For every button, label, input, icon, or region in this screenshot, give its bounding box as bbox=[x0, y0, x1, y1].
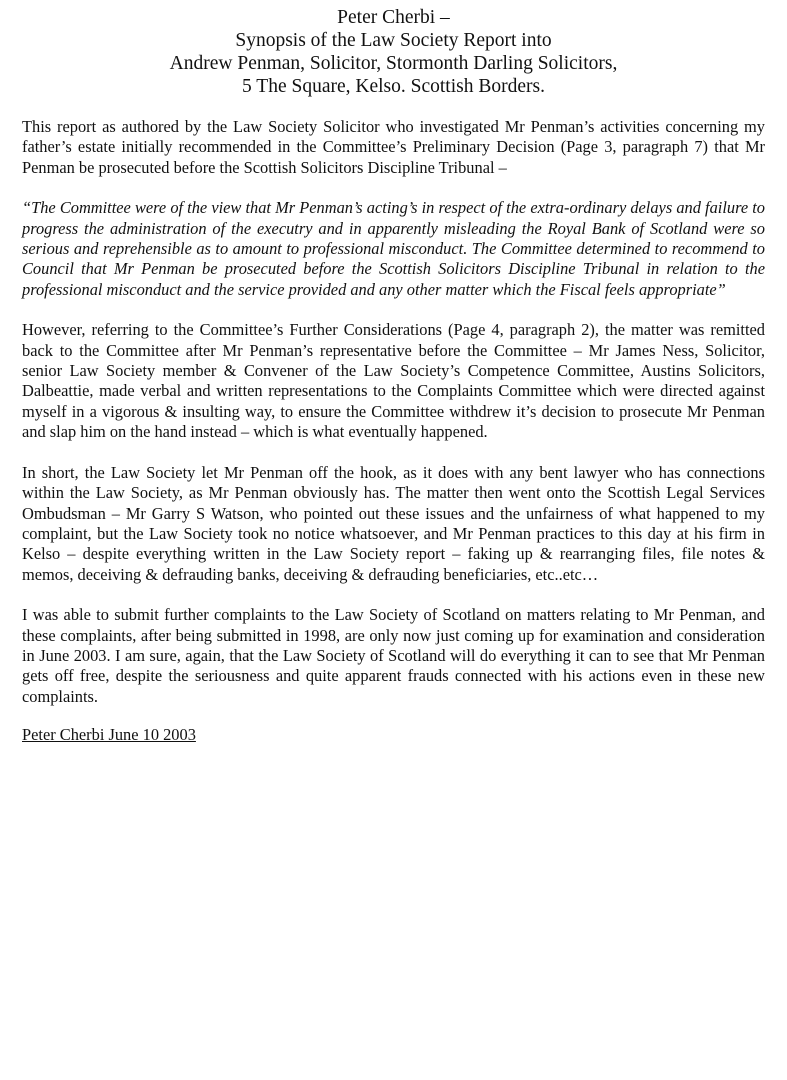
paragraph-committee-quote: “The Committee were of the view that Mr Penman’s acting’s in respect of the extra-ordinary delays and failure to progress the administration of the executry and in apparently misleading the Royal Bank of Scotland were so serious and reprehensible as to amount to professional misconduct. The Committee determined to recommend to Council that Mr Penman be prosecuted before the Scottish Solicitors Discipline Tribunal in relation to the professional misconduct and the service provided and any other matter which the Fiscal feels appropriate” bbox=[22, 198, 765, 299]
document-title bbox=[22, 6, 765, 98]
paragraph-further-considerations: However, referring to the Committee’s Further Considerations (Page 4, paragraph 2), the matter was remitted back to the Committee after Mr Penman’s representative before the Committee – Mr James Ness, Solicitor, senior Law Society member & Convener of the Law Society’s Competence Committee, Austins Solicitors, Dalbeattie, made verbal and written representations to the Complaints Committee which were directed against myself in a vigorous & insulting way, to ensure the Committee withdrew it’s decision to prosecute Mr Penman and slap him on the hand instead – which is what eventually happened. bbox=[22, 320, 765, 442]
paragraph-report-intro: This report as authored by the Law Society Solicitor who investigated Mr Penman’s activities concerning my father’s estate initially recommended in the Committee’s Preliminary Decision (Page 3, paragraph 7) that Mr Penman be prosecuted before the Scottish Solicitors Discipline Tribunal – bbox=[22, 117, 765, 177]
signature: Peter Cherbi June 10 2003 bbox=[22, 725, 196, 745]
title-line-subject: Andrew Penman, Solicitor, Stormonth Darling Solicitors, bbox=[169, 53, 618, 74]
title-line-author: Peter Cherbi – bbox=[337, 7, 450, 28]
paragraph-in-short: In short, the Law Society let Mr Penman off the hook, as it does with any bent lawyer who has connections within the Law Society, as Mr Penman obviously has. The matter then went onto the Scottish Legal Services Ombudsman – Mr Garry S Watson, who pointed out these issues and the unfairness of what happened to my complaint, but the Law Society took no notice whatsoever, and Mr Penman practices to this day at his firm in Kelso – despite everything written in the Law Society report – faking up & rearranging files, file notes & memos, deceiving & defrauding banks, deceiving & defrauding beneficiaries, etc..etc… bbox=[22, 462, 765, 584]
title-line-synopsis: Synopsis of the Law Society Report into bbox=[235, 30, 552, 51]
paragraph-further-complaints: I was able to submit further complaints to the Law Society of Scotland on matters relating to Mr Penman, and these complaints, after being submitted in 1998, are only now just coming up for examination and consideration in June 2003. I am sure, again, that the Law Society of Scotland will do everything it can to see that Mr Penman gets off free, despite the seriousness and quite apparent frauds connected with his actions even in these new complaints. bbox=[22, 605, 765, 706]
title-line-address: 5 The Square, Kelso. Scottish Borders. bbox=[242, 76, 545, 97]
